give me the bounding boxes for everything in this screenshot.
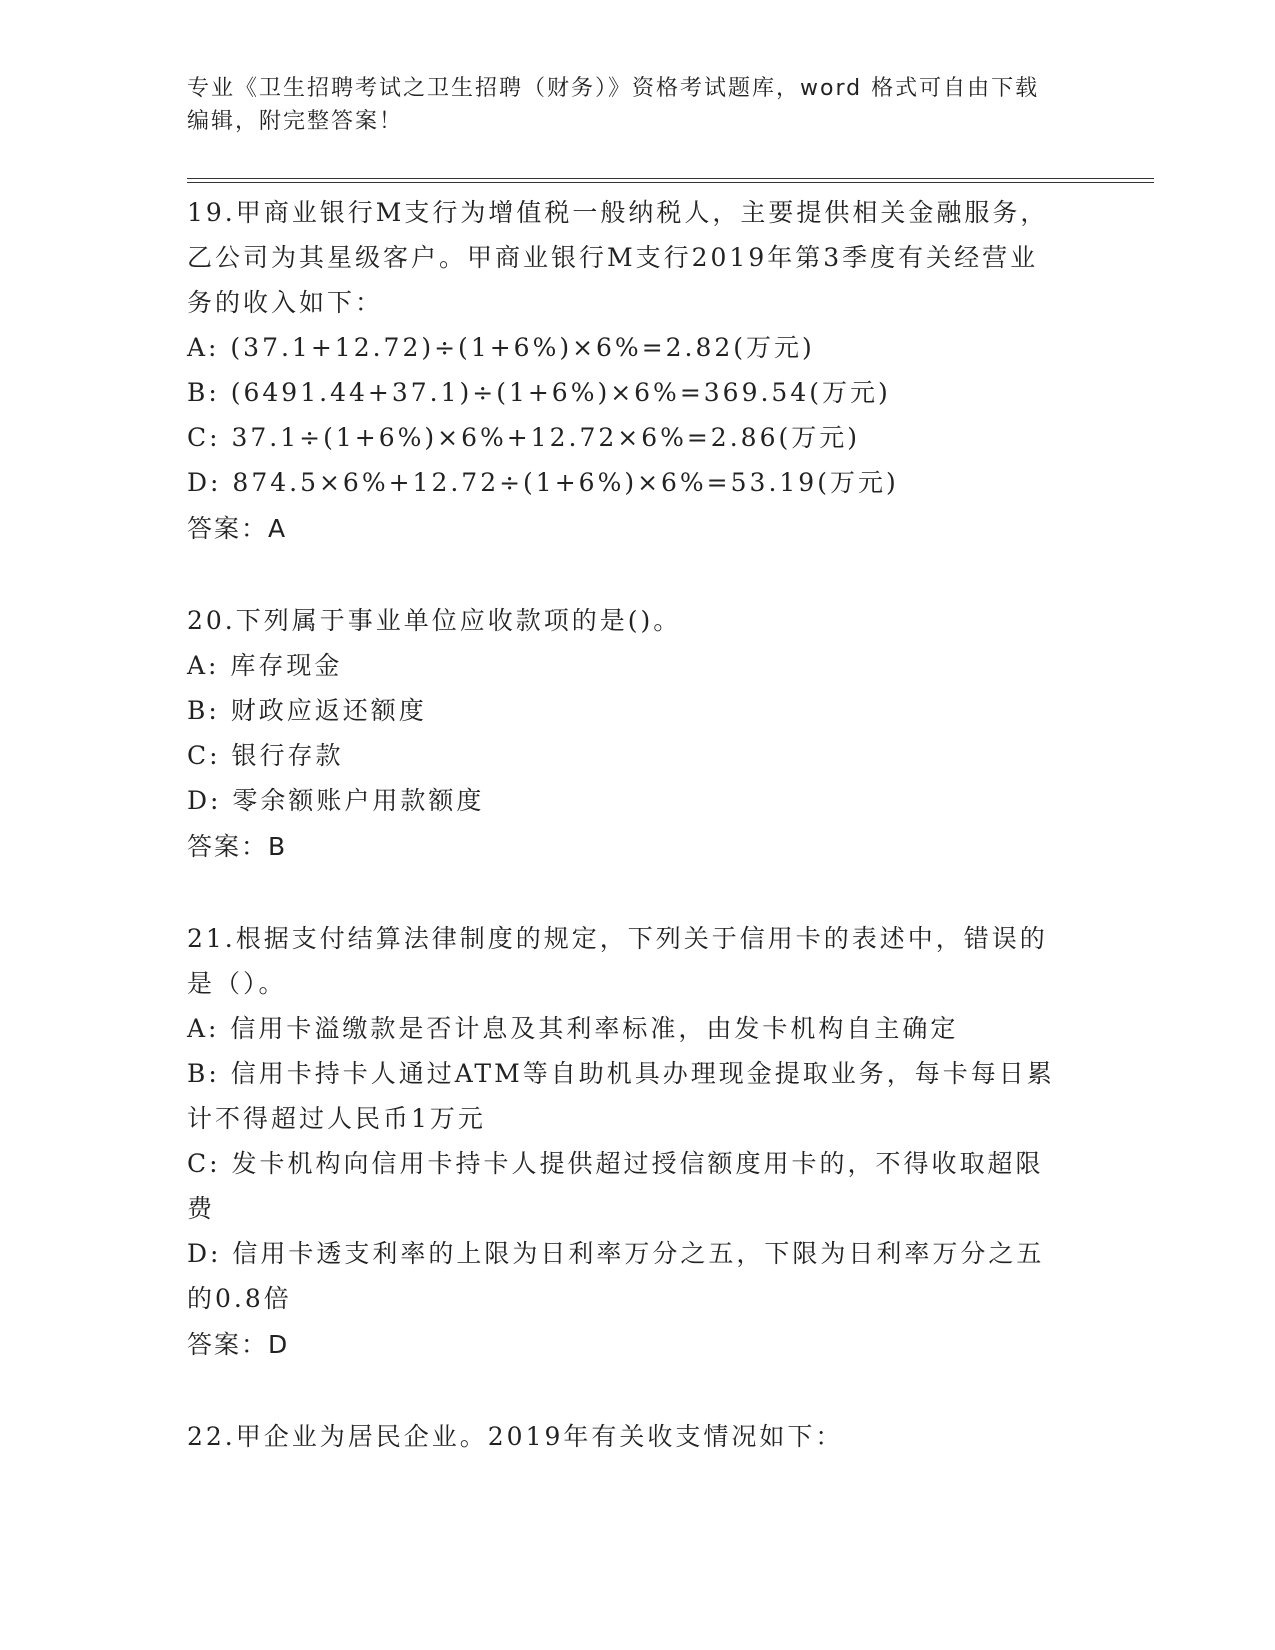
question-stem-line: 19.甲商业银行M支行为增值税一般纳税人，主要提供相关金融服务， (187, 198, 1049, 227)
option-line: B: 信用卡持卡人通过ATM等自助机具办理现金提取业务，每卡每日累 (187, 1059, 1055, 1088)
question-list (187, 190, 1087, 1504)
option-line: D: 信用卡透支利率的上限为日利率万分之五，下限为日利率万分之五 (187, 1239, 1045, 1268)
option-line: 计不得超过人民币1万元 (187, 1104, 486, 1133)
option-line: D: 874.5×6%+12.72÷(1+6%)×6%=53.19(万元) (187, 468, 899, 497)
option-line: 费 (187, 1194, 216, 1223)
option-line: D: 零余额账户用款额度 (187, 786, 485, 815)
question-stem-line: 20.下列属于事业单位应收款项的是()。 (187, 606, 682, 635)
option-line: C: 银行存款 (187, 741, 344, 770)
question-block (187, 598, 1087, 871)
option-line: A: 信用卡溢缴款是否计息及其利率标准，由发卡机构自主确定 (187, 1014, 959, 1043)
question-stem-line: 22.甲企业为居民企业。2019年有关收支情况如下： (187, 1422, 844, 1451)
option-line: B: (6491.44+37.1)÷(1+6%)×6%=369.54(万元) (187, 378, 891, 407)
option-line: C: 发卡机构向信用卡持卡人提供超过授信额度用卡的，不得收取超限 (187, 1149, 1044, 1178)
option-line: B: 财政应返还额度 (187, 696, 427, 725)
answer-line: 答案：A (187, 514, 288, 543)
answer-line: 答案：B (187, 832, 288, 861)
header-line-2: 编辑，附完整答案！ (187, 109, 404, 134)
answer-line: 答案：D (187, 1330, 290, 1359)
question-block (187, 916, 1087, 1369)
question-stem-line: 是（）。 (187, 969, 287, 998)
option-line: 的0.8倍 (187, 1284, 292, 1313)
option-line: A: (37.1+12.72)÷(1+6%)×6%=2.82(万元) (187, 333, 815, 362)
question-block (187, 190, 1087, 553)
option-line: C: 37.1÷(1+6%)×6%+12.72×6%=2.86(万元) (187, 423, 860, 452)
question-stem-line: 21.根据支付结算法律制度的规定，下列关于信用卡的表述中，错误的 (187, 924, 1048, 953)
question-stem-line: 乙公司为其星级客户。甲商业银行M支行2019年第3季度有关经营业 (187, 243, 1039, 272)
question-block (187, 1414, 1087, 1459)
question-stem-line: 务的收入如下： (187, 288, 384, 317)
header-rule-bottom (187, 182, 1154, 183)
option-line: A: 库存现金 (187, 651, 343, 680)
header-rule-top (187, 178, 1154, 179)
document-header (187, 72, 1087, 138)
header-line-1: 专业《卫生招聘考试之卫生招聘（财务）》资格考试题库，word 格式可自由下载 (187, 76, 1040, 101)
